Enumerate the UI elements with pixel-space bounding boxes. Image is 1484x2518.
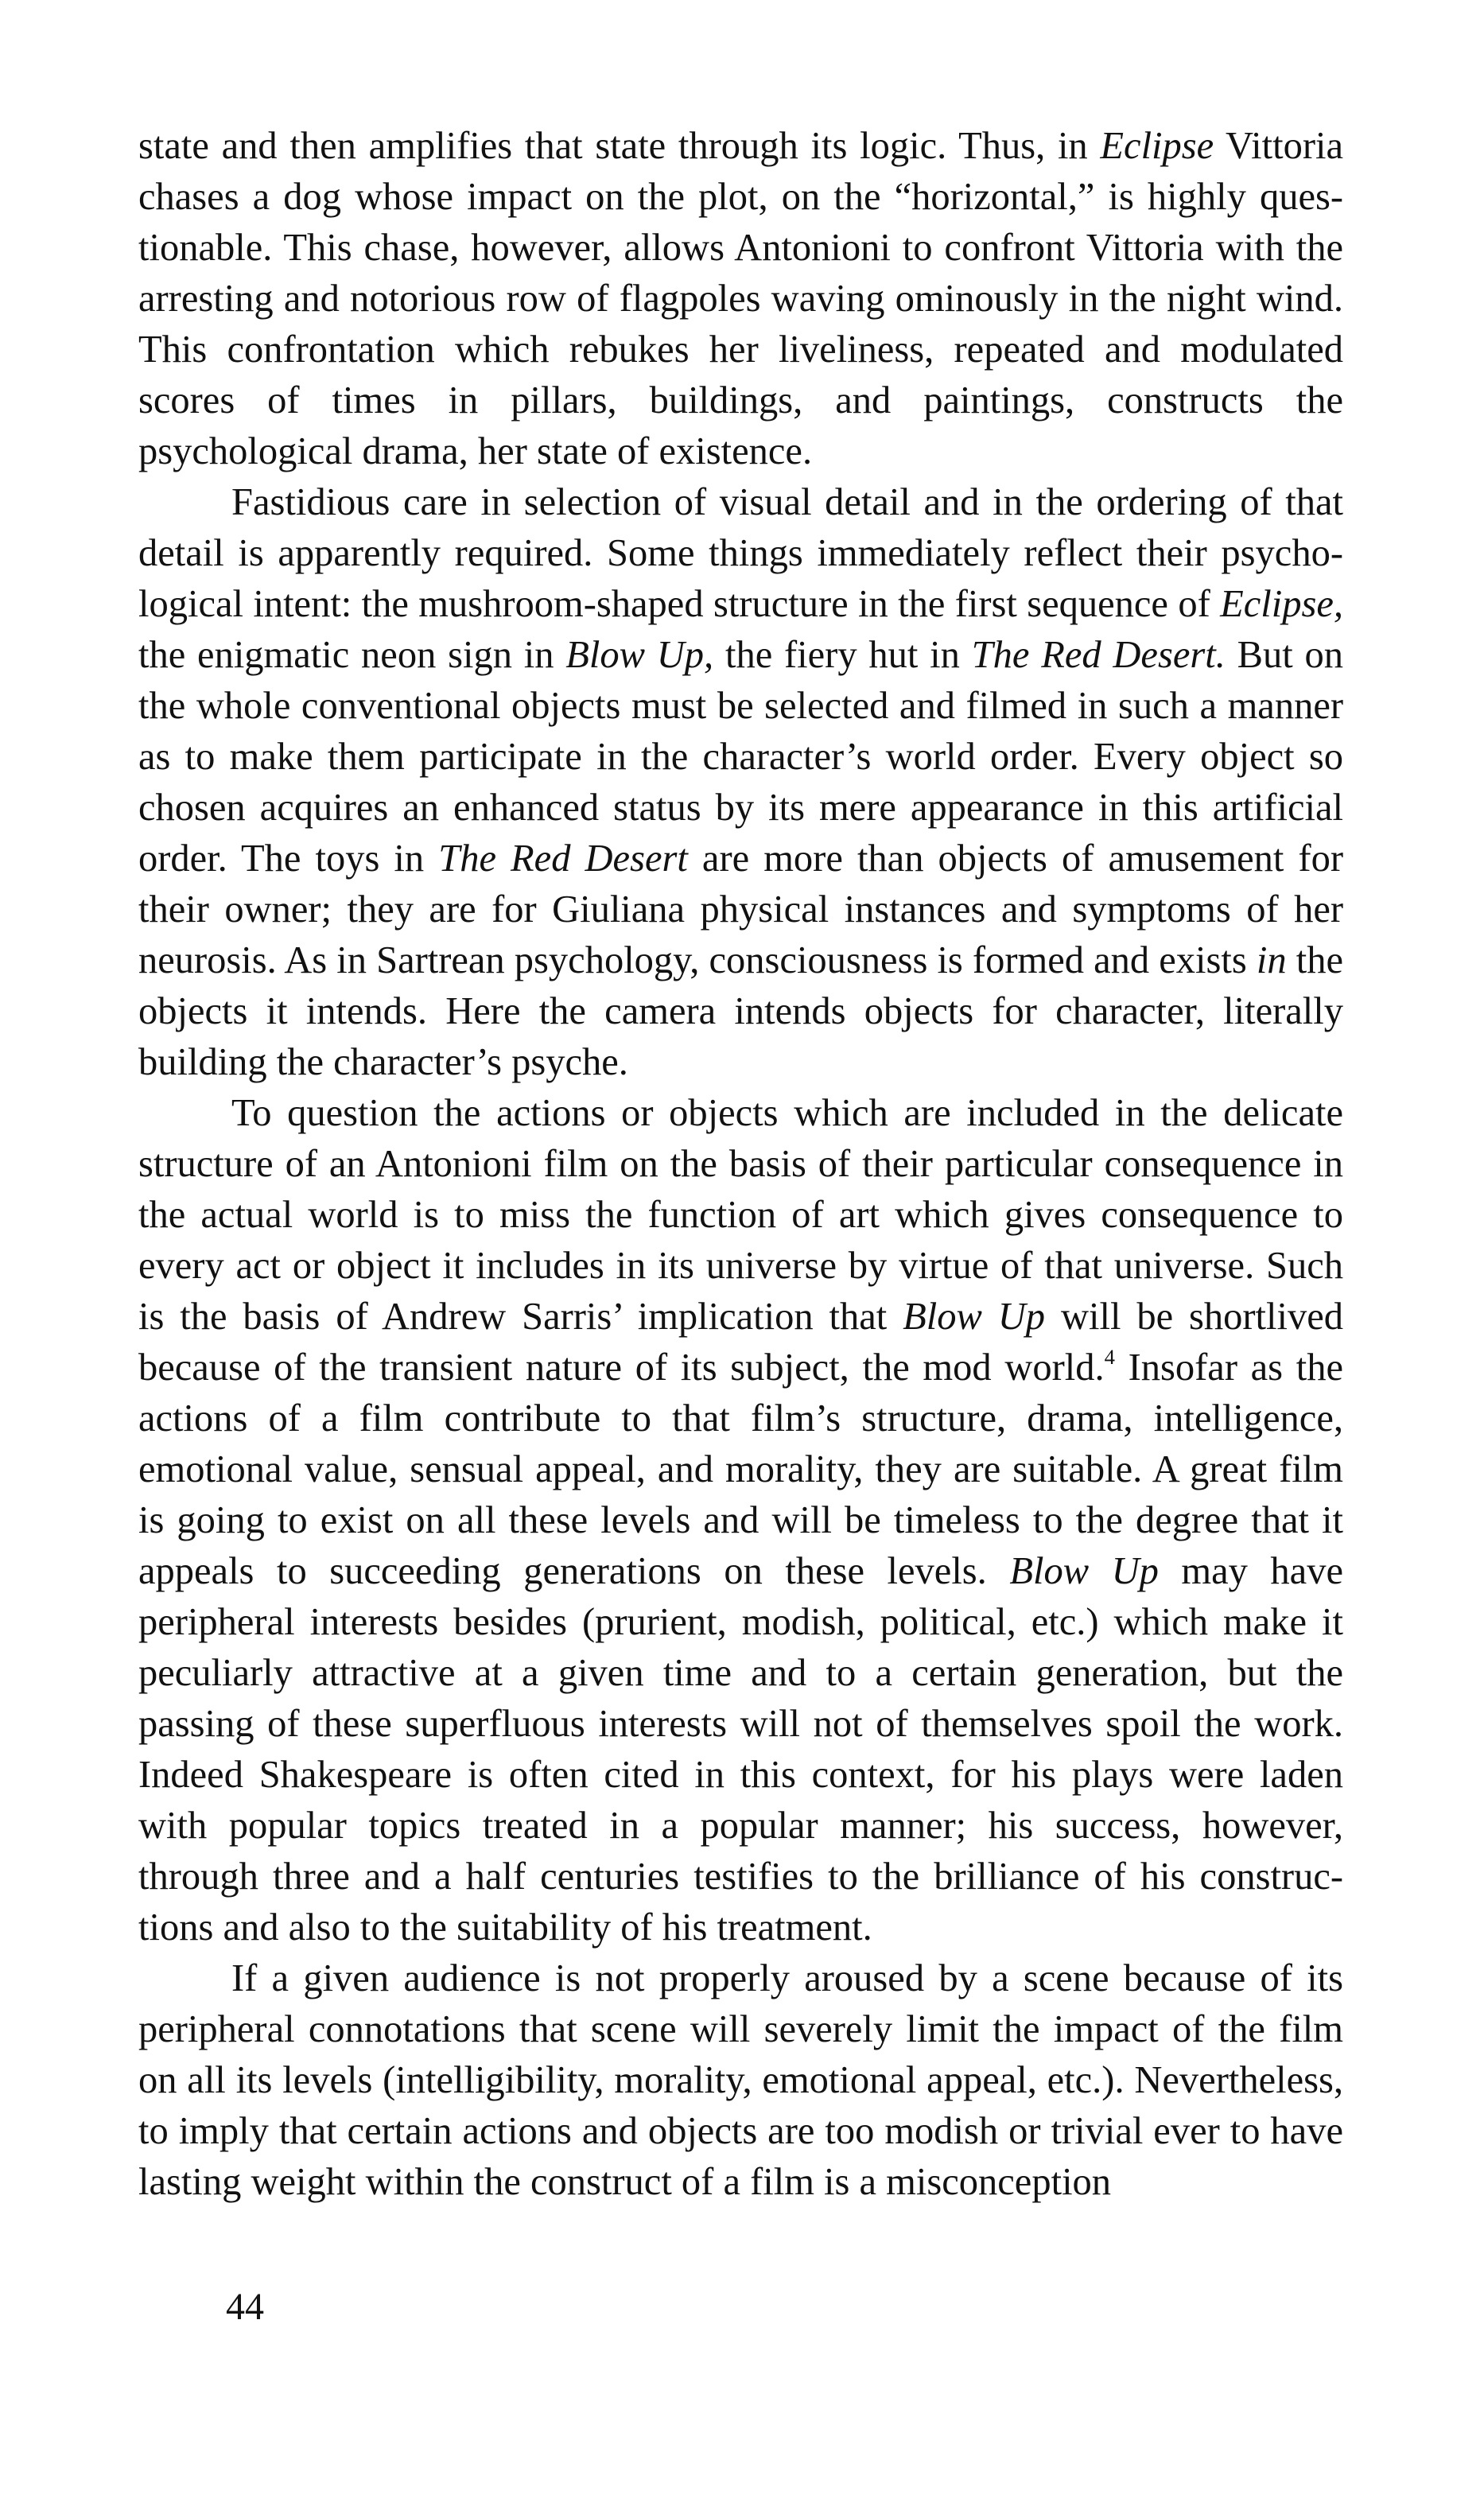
text-run: Vittoria chases a dog whose impact on the plot, on the “horizontal,” is highly questionable. This chase, however, allows Antonioni to confront Vittoria with the arresting and notorious row of flagpoles waving ominously in the night wind. This confrontation which rebukes her liveliness, repeated and modulated scores of times in pillars, buildings, and paintings, constructs the psychological drama, her state of existence.: [138, 125, 1343, 472]
italic-title: The Red Desert: [438, 837, 688, 880]
text-run: the enigmatic neon sign in: [138, 634, 566, 676]
text-run: But on the whole conventional objects must be selected and filmed in such a manner as to make them participate in the character’s world order. Every object so chosen acquires an enhanced status by its mere appearance in this artificial order. The toys in: [138, 634, 1343, 880]
text-run: are more than objects of amusement for their owner; they are for Giuliana physical instances and symptoms of her neurosis. As in Sartrean psychology, consciousness is formed and exists: [138, 837, 1343, 981]
text-run: Insofar as the actions of a film contribute to that film’s structure, drama, intelligence, emotional value, sensual appeal, and morality, they are suitable. A great film is going to exist on all these levels and will be timeless to the degree that it appeals to succeeding generations on these levels.: [138, 1346, 1343, 1592]
paragraph: [138, 1953, 1343, 2208]
text-run: may have peripheral interests besides (prurient, modish, political, etc.) which make it peculiarly attractive at a given time and to a certain generation, but the passing of these superfluous interests will not of themselves spoil the work. Indeed Shakespeare is often cited in this context, for his plays were laden with popular topics treated in a popular manner; his success, however, through three and a half centuries testifies to the brilliance of his constructions and also to the suitability of his treatment.: [138, 1550, 1343, 1949]
text-run: To question the actions or objects which are included in the delicate structure of an Antonioni film on the basis of their particular consequence in the actual world is to miss the function of art which gives consequence to every act or object it includes in its universe by virtue of that universe. Such is the basis of Andrew Sarris’ implication that: [138, 1092, 1343, 1338]
text-run: state and then amplifies that state through its logic. Thus, in: [138, 125, 1101, 167]
paragraph: [138, 121, 1343, 477]
page-number: 44: [226, 2286, 264, 2328]
italic-title: Eclipse,: [1220, 583, 1343, 625]
paragraph: [138, 477, 1343, 1088]
footnote-marker: 4: [1104, 1345, 1115, 1369]
paragraph: [138, 1088, 1343, 1953]
italic-title: Blow Up: [1009, 1550, 1159, 1592]
italic-title: The Red Desert.: [971, 634, 1226, 676]
italic-title: Eclipse: [1100, 125, 1214, 167]
text-run: the objects it intends. Here the camera intends objects for character, literally building the character’s psyche.: [138, 939, 1343, 1083]
italic-title: Blow Up,: [565, 634, 714, 676]
text-run: If a given audience is not properly aroused by a scene because of its peripheral connotations that scene will severely limit the impact of the film on all its levels (intelligibility, morality, emotional appeal, etc.). Nevertheless, to imply that certain actions and objects are too modish or trivial ever to have lasting weight within the construct of a film is a misconception: [138, 1957, 1343, 2203]
text-run: the fiery hut in: [713, 634, 972, 676]
body-text: [138, 121, 1343, 2208]
italic-title: Blow Up: [903, 1296, 1046, 1338]
text-run: Fastidious care in selection of visual detail and in the ordering of that detail is apparently required. Some things immediately reflect their psychological intent: the mushroom-shaped structure in the first sequence of: [138, 481, 1343, 625]
italic-title: in: [1256, 939, 1287, 981]
text-run: will be shortlived because of the transient nature of its subject, the mod world.: [138, 1296, 1343, 1389]
